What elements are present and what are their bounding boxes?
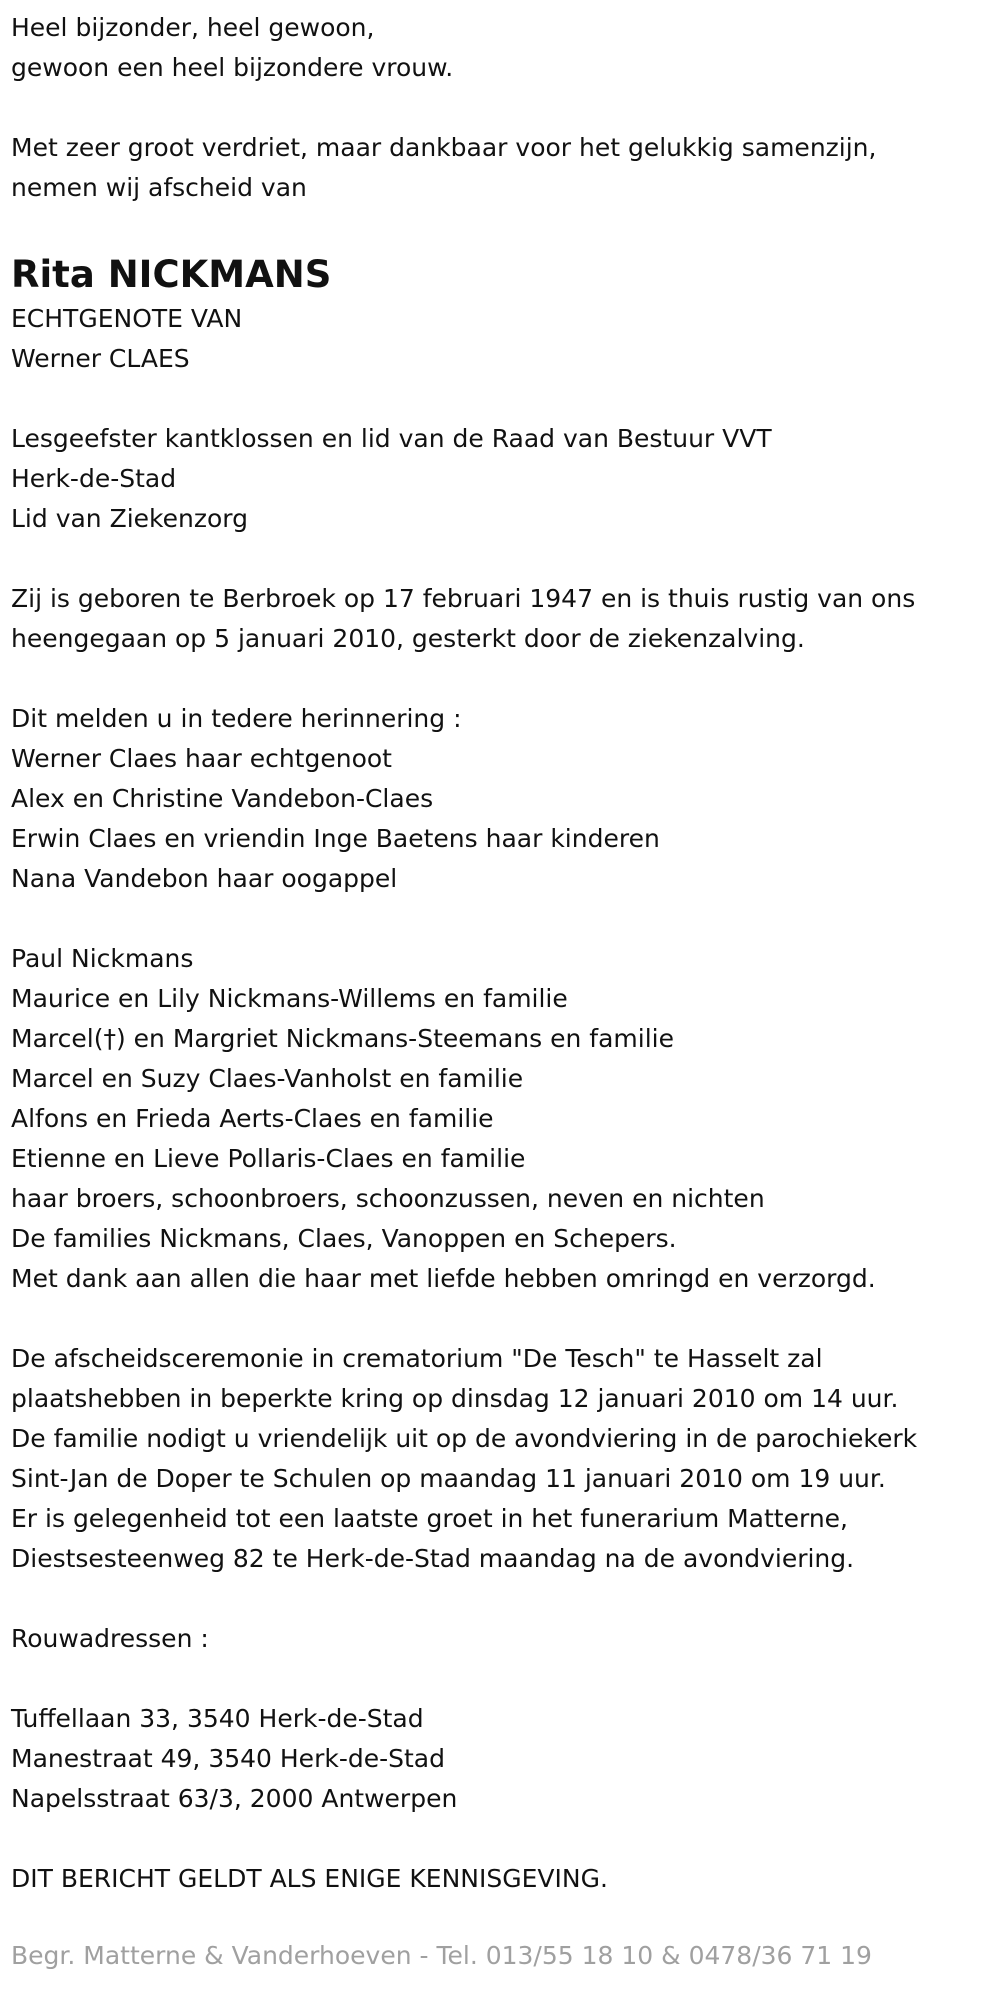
family-line: Nana Vandebon haar oogappel — [11, 864, 398, 893]
role-line: Herk-de-Stad — [11, 464, 177, 493]
spouse-line: ECHTGENOTE VAN — [11, 304, 243, 333]
family-line: haar broers, schoonbroers, schoonzussen, neven en nichten — [11, 1184, 765, 1213]
family-line: Werner Claes haar echtgenoot — [11, 744, 392, 773]
addresses-label: Rouwadressen : — [11, 1624, 209, 1653]
deceased-name: Rita NICKMANS — [11, 253, 332, 296]
intro-line: Heel bijzonder, heel gewoon, — [11, 13, 375, 42]
family-line: Etienne en Lieve Pollaris-Claes en familie — [11, 1144, 526, 1173]
notice-line: DIT BERICHT GELDT ALS ENIGE KENNISGEVING. — [11, 1864, 608, 1893]
life-line: heengegaan op 5 januari 2010, gesterkt door de ziekenzalving. — [11, 624, 805, 653]
ceremony-line: De familie nodigt u vriendelijk uit op de avondviering in de parochiekerk — [11, 1424, 918, 1453]
ceremony-line: Diestsesteenweg 82 te Herk-de-Stad maandag na de avondviering. — [11, 1544, 855, 1573]
family-line: Marcel(†) en Margriet Nickmans-Steemans en familie — [11, 1024, 674, 1053]
ceremony-line: Sint-Jan de Doper te Schulen op maandag 11 januari 2010 om 19 uur. — [11, 1464, 886, 1493]
life-line: Zij is geboren te Berbroek op 17 februari 1947 en is thuis rustig van ons — [11, 584, 916, 613]
family-line: Alfons en Frieda Aerts-Claes en familie — [11, 1104, 494, 1133]
family-line: Paul Nickmans — [11, 944, 194, 973]
family-line: Met dank aan allen die haar met liefde hebben omringd en verzorgd. — [11, 1264, 876, 1293]
family-line: Dit melden u in tedere herinnering : — [11, 704, 462, 733]
ceremony-line: Er is gelegenheid tot een laatste groet in het funerarium Matterne, — [11, 1504, 848, 1533]
address-line: Napelsstraat 63/3, 2000 Antwerpen — [11, 1784, 458, 1813]
ceremony-line: De afscheidsceremonie in crematorium "De Tesch" te Hasselt zal — [11, 1344, 823, 1373]
address-line: Tuffellaan 33, 3540 Herk-de-Stad — [11, 1704, 424, 1733]
funeral-home-footer: Begr. Matterne & Vanderhoeven - Tel. 013/55 18 10 & 0478/36 71 19 — [11, 1941, 872, 1970]
intro-line: gewoon een heel bijzondere vrouw. — [11, 53, 454, 82]
family-line: Erwin Claes en vriendin Inge Baetens haar kinderen — [11, 824, 660, 853]
address-line: Manestraat 49, 3540 Herk-de-Stad — [11, 1744, 445, 1773]
family-line: De families Nickmans, Claes, Vanoppen en Schepers. — [11, 1224, 677, 1253]
family-line: Marcel en Suzy Claes-Vanholst en familie — [11, 1064, 524, 1093]
announce-line: Met zeer groot verdriet, maar dankbaar voor het gelukkig samenzijn, — [11, 133, 877, 162]
announce-line: nemen wij afscheid van — [11, 173, 307, 202]
ceremony-line: plaatshebben in beperkte kring op dinsdag 12 januari 2010 om 14 uur. — [11, 1384, 899, 1413]
role-line: Lid van Ziekenzorg — [11, 504, 248, 533]
family-line: Alex en Christine Vandebon-Claes — [11, 784, 434, 813]
spouse-line: Werner CLAES — [11, 344, 190, 373]
family-line: Maurice en Lily Nickmans-Willems en familie — [11, 984, 568, 1013]
role-line: Lesgeefster kantklossen en lid van de Raad van Bestuur VVT — [11, 424, 772, 453]
